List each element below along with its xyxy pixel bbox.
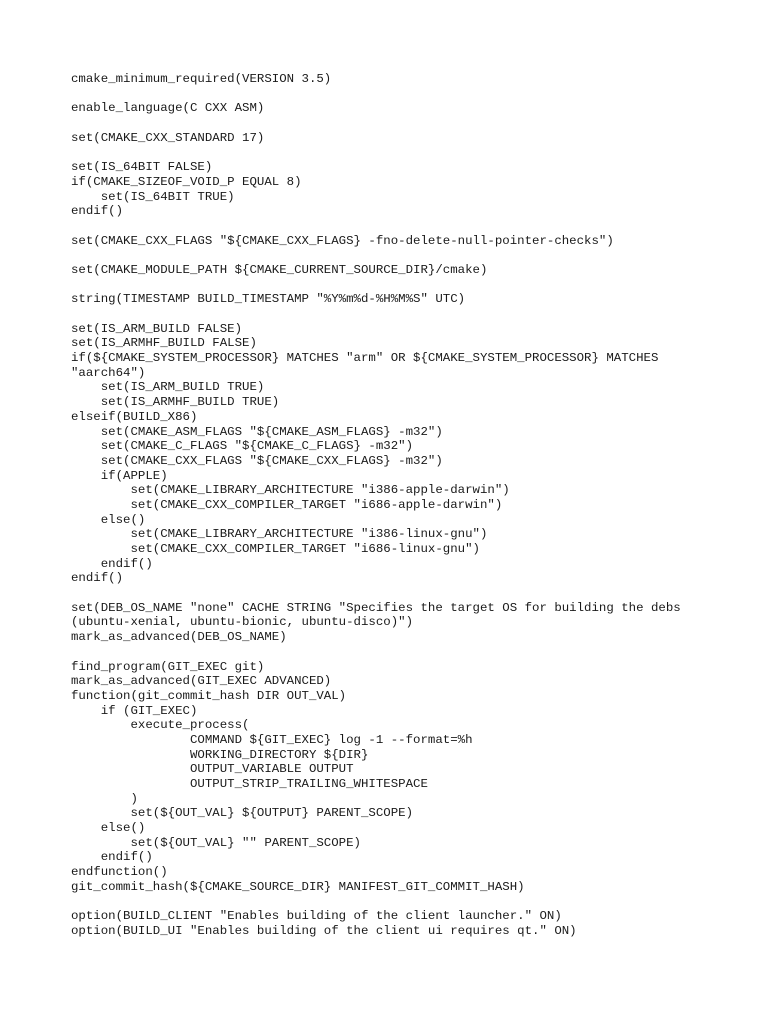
code-line: find_program(GIT_EXEC git) bbox=[71, 659, 265, 674]
code-line: set(CMAKE_CXX_FLAGS "${CMAKE_CXX_FLAGS} -fno-delete-null-pointer-checks") bbox=[71, 233, 614, 248]
code-line: set(CMAKE_LIBRARY_ARCHITECTURE "i386-linux-gnu") bbox=[71, 527, 488, 542]
code-line: (ubuntu-xenial, ubuntu-bionic, ubuntu-disco)") bbox=[71, 615, 414, 630]
code-line: option(BUILD_CLIENT "Enables building of the client launcher." ON) bbox=[71, 909, 562, 924]
code-line: git_commit_hash(${CMAKE_SOURCE_DIR} MANIFEST_GIT_COMMIT_HASH) bbox=[71, 879, 525, 894]
code-line: set(DEB_OS_NAME "none" CACHE STRING "Specifies the target OS for building the debs bbox=[71, 600, 681, 615]
code-line: ) bbox=[71, 791, 138, 806]
code-line: else() bbox=[71, 512, 146, 527]
code-line bbox=[71, 645, 731, 660]
code-line: set(IS_ARMHF_BUILD TRUE) bbox=[71, 395, 280, 410]
code-line: set(CMAKE_C_FLAGS "${CMAKE_C_FLAGS} -m32") bbox=[71, 439, 414, 454]
code-line: mark_as_advanced(DEB_OS_NAME) bbox=[71, 630, 287, 645]
code-line: endif() bbox=[71, 850, 153, 865]
code-line: set(${OUT_VAL} ${OUTPUT} PARENT_SCOPE) bbox=[71, 806, 414, 821]
code-line: set(IS_64BIT FALSE) bbox=[71, 160, 213, 175]
code-line: option(BUILD_UI "Enables building of the client ui requires qt." ON) bbox=[71, 923, 577, 938]
code-line: endif() bbox=[71, 556, 153, 571]
code-line: set(CMAKE_LIBRARY_ARCHITECTURE "i386-apple-darwin") bbox=[71, 483, 510, 498]
code-line: elseif(BUILD_X86) bbox=[71, 409, 198, 424]
code-line: set(IS_64BIT TRUE) bbox=[71, 189, 235, 204]
code-line: if(CMAKE_SIZEOF_VOID_P EQUAL 8) bbox=[71, 174, 302, 189]
code-line: set(CMAKE_CXX_COMPILER_TARGET "i686-linux-gnu") bbox=[71, 542, 480, 556]
code-line: WORKING_DIRECTORY ${DIR} bbox=[71, 747, 369, 762]
code-line: "aarch64") bbox=[71, 365, 146, 380]
code-line bbox=[71, 145, 731, 160]
code-line: endfunction() bbox=[71, 865, 168, 880]
code-line bbox=[71, 219, 731, 234]
code-line: else() bbox=[71, 821, 146, 836]
code-line: OUTPUT_VARIABLE OUTPUT bbox=[71, 762, 354, 777]
code-line: set(CMAKE_ASM_FLAGS "${CMAKE_ASM_FLAGS} -m32") bbox=[71, 424, 443, 439]
code-line: set(${OUT_VAL} "" PARENT_SCOPE) bbox=[71, 835, 361, 850]
code-line bbox=[71, 116, 731, 131]
code-line bbox=[71, 307, 731, 322]
code-line: set(CMAKE_CXX_COMPILER_TARGET "i686-apple-darwin") bbox=[71, 497, 503, 512]
code-line: cmake_minimum_required(VERSION 3.5) bbox=[71, 72, 332, 86]
code-line: set(IS_ARM_BUILD FALSE) bbox=[71, 321, 243, 336]
code-line: set(CMAKE_CXX_STANDARD 17) bbox=[71, 130, 265, 145]
code-line: enable_language(C CXX ASM) bbox=[71, 101, 265, 116]
code-line: mark_as_advanced(GIT_EXEC ADVANCED) bbox=[71, 674, 332, 689]
code-line: if(${CMAKE_SYSTEM_PROCESSOR} MATCHES "arm" OR ${CMAKE_SYSTEM_PROCESSOR} MATCHES bbox=[71, 351, 659, 366]
code-line bbox=[71, 278, 731, 293]
code-line: endif() bbox=[71, 571, 124, 586]
document-page bbox=[71, 72, 731, 939]
code-line: set(CMAKE_MODULE_PATH ${CMAKE_CURRENT_SOURCE_DIR}/cmake) bbox=[71, 262, 488, 277]
code-line: COMMAND ${GIT_EXEC} log -1 --format=%h bbox=[71, 732, 473, 747]
code-line bbox=[71, 895, 731, 910]
code-line: set(CMAKE_CXX_FLAGS "${CMAKE_CXX_FLAGS} -m32") bbox=[71, 453, 443, 468]
code-line: endif() bbox=[71, 204, 124, 219]
code-line: set(IS_ARM_BUILD TRUE) bbox=[71, 380, 265, 395]
code-line: set(IS_ARMHF_BUILD FALSE) bbox=[71, 336, 257, 351]
code-line: if (GIT_EXEC) bbox=[71, 703, 198, 718]
code-line bbox=[71, 248, 731, 263]
code-line: function(git_commit_hash DIR OUT_VAL) bbox=[71, 688, 347, 703]
code-listing bbox=[71, 72, 731, 939]
code-line: OUTPUT_STRIP_TRAILING_WHITESPACE bbox=[71, 777, 428, 791]
code-line: string(TIMESTAMP BUILD_TIMESTAMP "%Y%m%d-%H%M%S" UTC) bbox=[71, 292, 466, 307]
code-line bbox=[71, 586, 731, 601]
code-line: if(APPLE) bbox=[71, 468, 168, 483]
code-line: execute_process( bbox=[71, 718, 250, 733]
code-line bbox=[71, 87, 731, 102]
